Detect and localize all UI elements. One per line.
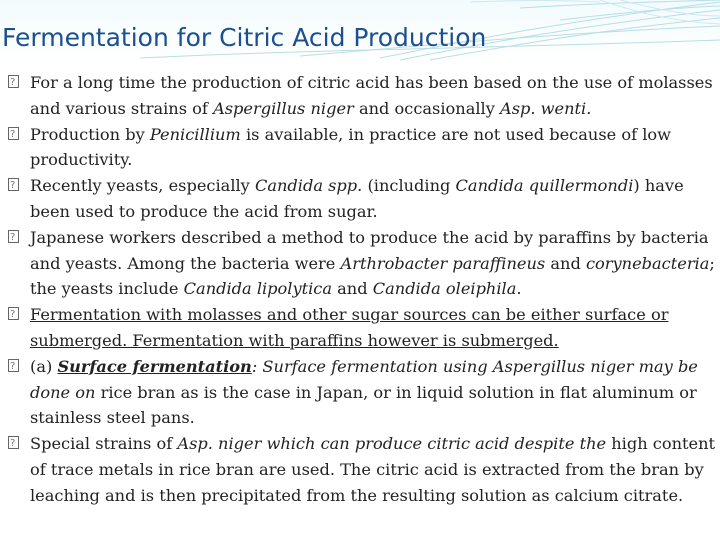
bullet-text-run: Asp. niger which can produce citric acid despite the — [177, 434, 607, 454]
bullet-item — [8, 431, 716, 508]
bullet-text-run: . — [516, 279, 522, 299]
bullet-text-run: Japanese workers described a method to produce the acid by paraffins by bacteria and yeasts. Among the bacteria were — [30, 227, 709, 273]
bullet-item — [8, 354, 716, 431]
bullet-text-run: Recently yeasts, especially — [30, 176, 255, 196]
bullet-text-run: : Surface fermentation using Aspergillus niger may be done on — [30, 356, 698, 402]
page-title: Fermentation for Citric Acid Production — [2, 23, 487, 52]
bullet-text-run: Asp. wenti — [500, 98, 587, 118]
bullet-text-run: Candida spp. — [254, 176, 363, 196]
bullet-text-run: Production by — [30, 124, 150, 144]
bullet-text-run: ; the yeasts include — [30, 253, 715, 299]
bullet-list — [8, 70, 716, 509]
bullet-item — [8, 122, 716, 174]
bullet-text-run: Special strains of — [30, 434, 178, 454]
bullet-text-run: Arthrobacter paraffineus — [340, 253, 546, 273]
bullet-text-run: (a) — [30, 356, 58, 376]
bullet-marker-icon — [8, 436, 19, 449]
bullet-text-run: Aspergillus niger — [213, 98, 354, 118]
bullet-marker-icon — [8, 359, 19, 372]
bullet-text-run: Surface fermentation — [57, 356, 252, 376]
header-decoration — [0, 0, 720, 62]
bullet-text-run: high content of trace metals in rice bran are used. The citric acid is extracted from the bran by leaching and is then precipitated from the resulting solution as calcium citrate. — [30, 434, 716, 505]
bullet-item — [8, 225, 716, 302]
bullet-text-run: and occasionally — [353, 98, 501, 118]
bullet-item — [8, 70, 716, 122]
bullet-text-run: Penicillium — [149, 124, 241, 144]
bullet-text-run: is available, in practice are not used because of low productivity. — [30, 124, 672, 170]
bullet-item — [8, 173, 716, 225]
bullet-text-run: rice bran as is the case in Japan, or in liquid solution in flat aluminum or stainless steel pans. — [30, 382, 697, 428]
bullet-text-run: . — [586, 98, 592, 118]
bullet-text-run: and — [332, 279, 373, 299]
bullet-marker-icon — [8, 127, 19, 140]
bullet-text-run: (including — [362, 176, 456, 196]
bullet-marker-icon — [8, 230, 19, 243]
bullet-item — [8, 302, 716, 354]
bullet-text-run: and — [545, 253, 586, 273]
bullet-text-run: corynebacteria — [585, 253, 710, 273]
bullet-marker-icon — [8, 307, 19, 320]
bullet-marker-icon — [8, 178, 19, 191]
bullet-text-run: ) have been used to produce the acid from sugar. — [30, 176, 684, 221]
bullet-text-run: Candida quillermondi — [455, 176, 634, 196]
bullet-text-run: Fermentation with molasses and other sugar sources can be either surface or submerged. Fermentation with paraffins however is submerged. — [30, 305, 669, 350]
bullet-text-run: Candida lipolytica — [183, 279, 332, 299]
bullet-text-run: For a long time the production of citric acid has been based on the use of molasses and various strains of — [30, 73, 713, 118]
bullet-marker-icon — [8, 75, 19, 88]
bullet-text-run: Candida oleiphila — [372, 279, 517, 299]
